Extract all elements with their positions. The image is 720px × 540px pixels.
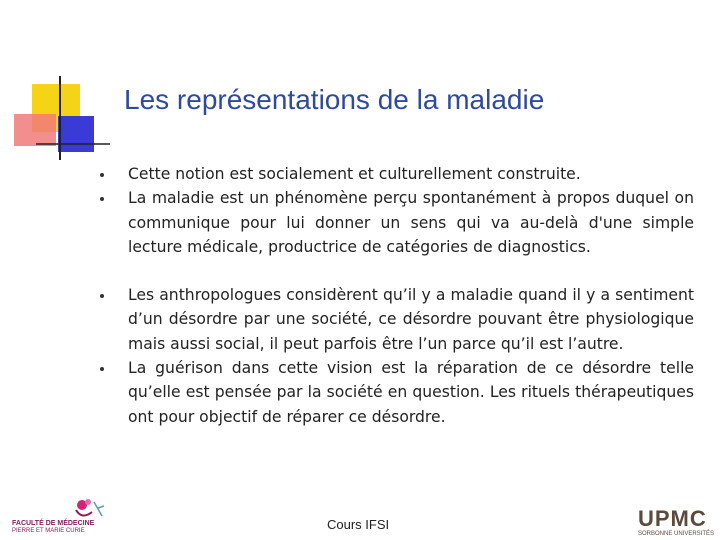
slide-title: Les représentations de la maladie <box>124 84 545 115</box>
bullet-text: La maladie est un phénomène perçu spontanément à propos duquel on communique pour lui donner un sens qui va au-delà d'une simple lecture médicale, productrice de catégories de diagnostics. <box>128 189 694 256</box>
faculty-logo-line1: FACULTÉ DE MÉDECINE <box>12 520 95 527</box>
bullet-item <box>100 356 694 429</box>
faculty-emblem-icon <box>8 496 118 522</box>
slide-content <box>100 162 694 429</box>
bullet-text: La guérison dans cette vision est la réparation de ce désordre telle qu’elle est pensée par la société en question. Les rituels thérapeutiques ont pour objectif de réparer ce désordre. <box>128 359 694 426</box>
bullet-dot-icon <box>100 173 104 177</box>
bullet-dot-icon <box>100 197 104 201</box>
footer-text: Cours IFSI <box>327 517 390 532</box>
upmc-logo-text: UPMC <box>638 506 707 531</box>
bullet-text: Les anthropologues considèrent qu’il y a maladie quand il y a sentiment d’un désordre par une société, ce désordre pouvant être physiologique mais aussi social, il peut parfois être l’un parce qu’il est l’autre. <box>128 286 694 353</box>
bullet-item <box>100 186 694 259</box>
bullet-dot-icon <box>100 294 104 298</box>
bullet-item <box>100 283 694 356</box>
bullet-text: Cette notion est socialement et culturellement construite. <box>128 165 581 183</box>
faculty-logo-line2: PIERRE ET MARIE CURIE <box>12 528 85 534</box>
decorative-corner-squares <box>0 0 110 170</box>
upmc-logo-subtext: SORBONNE UNIVERSITÉS <box>638 531 715 537</box>
upmc-logo <box>632 506 716 540</box>
faculty-logo <box>8 496 118 538</box>
bullet-item <box>100 162 694 186</box>
bullet-dot-icon <box>100 367 104 371</box>
